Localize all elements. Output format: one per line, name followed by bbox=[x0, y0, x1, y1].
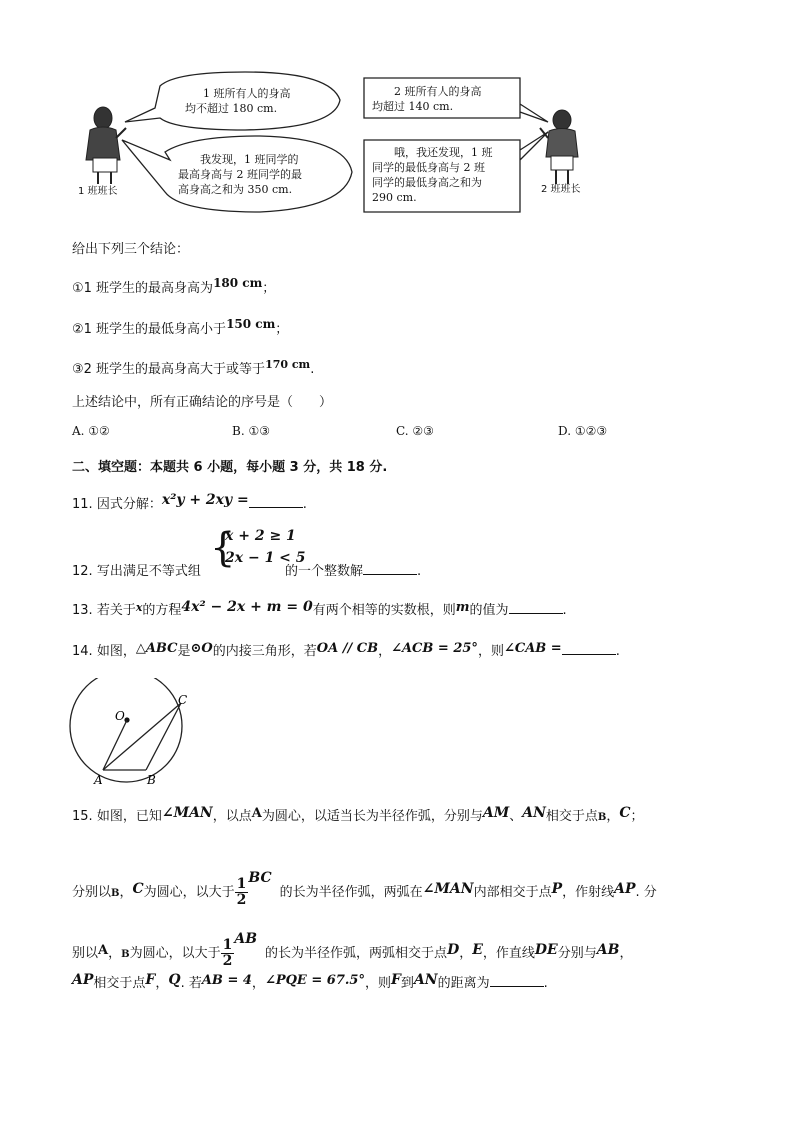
math-point: A bbox=[251, 806, 262, 821]
question-end: . bbox=[543, 976, 548, 991]
math-triangle: △ABC bbox=[135, 641, 178, 656]
segment-bc bbox=[146, 703, 181, 770]
conclusion-text: ②1 班学生的最低身高小于 bbox=[72, 322, 227, 337]
question-text: ， bbox=[108, 946, 122, 961]
segment-oa bbox=[103, 720, 127, 770]
question-text: ，作射线 bbox=[562, 885, 615, 900]
math-point: A bbox=[98, 943, 109, 958]
math-point: C bbox=[132, 881, 144, 897]
conclusion-value: 150 cm bbox=[226, 317, 276, 331]
option-b[interactable]: B. ①③ bbox=[232, 424, 270, 438]
math-point: B bbox=[111, 888, 120, 899]
math-angle: ∠MAN bbox=[422, 881, 474, 897]
question-text: 如图，已知 bbox=[96, 809, 162, 824]
bubble-2-line: 最高身高与 2 班同学的最 bbox=[178, 168, 302, 181]
question-text: 到 bbox=[400, 976, 414, 991]
question-text: 如图， bbox=[96, 644, 136, 659]
question-text: 分别与 bbox=[557, 946, 597, 961]
math-equation: 4x² − 2x + m = 0 bbox=[181, 599, 313, 615]
math-segment: AB bbox=[234, 931, 258, 947]
option-d[interactable]: D. ①②③ bbox=[558, 424, 608, 438]
math-point: F bbox=[145, 972, 156, 988]
question-text: ， bbox=[155, 976, 169, 991]
q10-conclusion-2 bbox=[72, 317, 288, 337]
bubble-4-text bbox=[372, 145, 493, 205]
math-angle: ∠ACB = 25° bbox=[391, 641, 478, 656]
question-text: ， bbox=[378, 644, 392, 659]
question-15-line-4 bbox=[72, 972, 548, 991]
q10-conclusion-1 bbox=[72, 276, 275, 296]
question-11 bbox=[72, 492, 307, 512]
fraction-half bbox=[235, 877, 249, 907]
question-end: . bbox=[615, 644, 620, 659]
math-ray: AM bbox=[482, 805, 510, 821]
conclusion-value: 170 cm bbox=[265, 358, 311, 371]
question-text: ，则 bbox=[364, 976, 391, 991]
question-text: ， bbox=[119, 885, 133, 900]
math-var: m bbox=[455, 600, 470, 615]
math-angle: ∠PQE = 67.5° bbox=[264, 973, 365, 988]
question-text: 别以 bbox=[72, 946, 99, 961]
girl-figure bbox=[86, 107, 126, 184]
math-ray: AN bbox=[413, 972, 438, 988]
question-end: . bbox=[417, 564, 422, 579]
label-o: O bbox=[115, 709, 125, 723]
math-point: F bbox=[390, 972, 401, 988]
question-text: ， bbox=[619, 946, 633, 961]
question-text: 的方程 bbox=[142, 603, 182, 618]
bubble-4-line: 同学的最低身高之和为 bbox=[372, 176, 482, 189]
math-point: D bbox=[447, 942, 460, 958]
illustration bbox=[0, 0, 794, 230]
question-12-tail bbox=[285, 560, 421, 579]
conclusion-end: ； bbox=[275, 322, 289, 337]
q10-question: 上述结论中，所有正确结论的序号是（ ） bbox=[72, 395, 333, 410]
question-text: . 若 bbox=[180, 976, 202, 991]
label-a: A bbox=[94, 773, 103, 787]
question-text: 是 bbox=[177, 644, 191, 659]
question-text: ， bbox=[459, 946, 473, 961]
conclusion-end: ； bbox=[262, 281, 276, 296]
left-monitor-label: 1 班班长 bbox=[78, 186, 118, 197]
fraction-half bbox=[221, 938, 235, 968]
question-text: 为圆心，以适当长为半径作弧，分别与 bbox=[261, 809, 483, 824]
math-var: x bbox=[135, 601, 143, 614]
right-monitor-label: 2 班班长 bbox=[541, 184, 581, 195]
option-c[interactable]: C. ②③ bbox=[396, 424, 434, 438]
question-text: ， bbox=[606, 809, 620, 824]
system-brace: { bbox=[210, 525, 236, 571]
bubble-3-line: 2 班所有人的身高 bbox=[394, 85, 482, 98]
question-text: 相交于点 bbox=[545, 809, 598, 824]
fraction-denominator: 2 bbox=[222, 953, 233, 969]
math-angle-ask: ∠CAB = bbox=[503, 641, 562, 656]
bubble-3-text bbox=[372, 84, 482, 114]
question-text: ，以点 bbox=[212, 809, 252, 824]
bubble-3-line: 均超过 140 cm. bbox=[372, 100, 454, 113]
fraction-numerator: 1 bbox=[236, 876, 247, 893]
question-15-line-1 bbox=[72, 805, 644, 824]
section-2-heading: 二、填空题：本题共 6 小题，每小题 3 分，共 18 分. bbox=[72, 460, 388, 475]
conclusion-text: ①1 班学生的最高身高为 bbox=[72, 281, 214, 296]
question-text: 的一个整数解 bbox=[285, 564, 364, 579]
math-point: C bbox=[619, 805, 631, 821]
question-end: . bbox=[562, 603, 567, 618]
question-number: 12. bbox=[72, 564, 93, 579]
question-number: 15. bbox=[72, 809, 93, 824]
math-point: B bbox=[121, 949, 130, 960]
question-text: ， bbox=[251, 976, 265, 991]
question-13 bbox=[72, 599, 567, 618]
math-circle: ⊙O bbox=[190, 641, 213, 656]
answer-blank[interactable] bbox=[490, 974, 544, 987]
question-text: 的长为半径作弧，两弧在 bbox=[279, 885, 423, 900]
question-number: 13. bbox=[72, 603, 93, 618]
question-14 bbox=[72, 640, 620, 659]
question-text: 为圆心，以大于 bbox=[143, 885, 235, 900]
question-text: 分别以 bbox=[72, 885, 112, 900]
question-text: 的长为半径作弧，两弧相交于点 bbox=[265, 946, 448, 961]
math-line: DE bbox=[534, 942, 558, 958]
question-text: 、 bbox=[509, 809, 523, 824]
question-text: ； bbox=[630, 809, 644, 824]
bubble-1-text bbox=[185, 86, 291, 116]
math-point: P bbox=[551, 881, 563, 897]
answer-blank[interactable] bbox=[363, 562, 417, 575]
answer-blank[interactable] bbox=[562, 642, 616, 655]
q10-conclusion-3 bbox=[72, 358, 314, 377]
conclusion-end: . bbox=[310, 362, 315, 377]
bubble-2-line: 高身高之和为 350 cm. bbox=[178, 183, 293, 196]
bubble-2-text bbox=[178, 152, 302, 197]
question-12 bbox=[72, 560, 201, 579]
math-parallel: OA // CB bbox=[316, 641, 379, 656]
bubble-4-line: 290 cm. bbox=[372, 191, 417, 204]
question-text: ，作直线 bbox=[482, 946, 535, 961]
math-segment: BC bbox=[248, 870, 272, 886]
bubble-4-line: 同学的最低身高与 2 班 bbox=[372, 161, 485, 174]
math-point: B bbox=[597, 812, 607, 823]
conclusion-text: ③2 班学生的最高身高大于或等于 bbox=[72, 362, 266, 377]
option-a[interactable]: A. ①② bbox=[72, 424, 110, 438]
question-text: 内部相交于点 bbox=[473, 885, 552, 900]
math-point: E bbox=[472, 942, 483, 958]
question-number: 11. bbox=[72, 497, 93, 512]
bubble-4-line: 哦，我还发现，1 班 bbox=[394, 146, 493, 159]
bubble-1-line: 均不超过 180 cm. bbox=[185, 102, 278, 115]
conclusion-value: 180 cm bbox=[213, 276, 263, 290]
math-ray: AN bbox=[522, 805, 546, 821]
math-angle: ∠MAN bbox=[161, 805, 213, 821]
label-c: C bbox=[178, 693, 188, 707]
question-text: 有两个相等的实数根，则 bbox=[312, 603, 456, 618]
label-b: B bbox=[147, 773, 156, 787]
question-text: 因式分解： bbox=[96, 497, 162, 512]
inequality-1: x + 2 ≥ 1 bbox=[225, 528, 296, 544]
question-text: 的距离为 bbox=[437, 976, 490, 991]
fraction-numerator: 1 bbox=[222, 937, 233, 954]
bubble-1-line: 1 班所有人的身高 bbox=[203, 87, 291, 100]
question-text: 写出满足不等式组 bbox=[96, 564, 201, 579]
math-equation: AB = 4 bbox=[201, 973, 252, 988]
circle-figure bbox=[66, 678, 206, 788]
question-text: 相交于点 bbox=[93, 976, 146, 991]
q10-intro: 给出下列三个结论： bbox=[72, 242, 190, 257]
math-ray: AP bbox=[72, 972, 94, 988]
fraction-denominator: 2 bbox=[236, 892, 247, 908]
question-text: 为圆心，以大于 bbox=[129, 946, 221, 961]
bubble-2-line: 我发现，1 班同学的 bbox=[200, 153, 299, 166]
question-text: 的内接三角形，若 bbox=[212, 644, 317, 659]
math-ray: AP bbox=[614, 881, 636, 897]
question-text: ，则 bbox=[477, 644, 504, 659]
question-number: 14. bbox=[72, 644, 93, 659]
answer-blank[interactable] bbox=[509, 601, 563, 614]
circle-o bbox=[70, 678, 182, 782]
answer-blank[interactable] bbox=[249, 495, 303, 508]
question-text: . 分 bbox=[635, 885, 657, 900]
math-expression: x²y + 2xy = bbox=[161, 492, 249, 508]
question-text: 的值为 bbox=[469, 603, 509, 618]
math-point: Q bbox=[168, 972, 181, 988]
question-end: . bbox=[302, 497, 307, 512]
inequality-2: 2x − 1 < 5 bbox=[225, 550, 306, 566]
math-segment: AB bbox=[596, 942, 620, 958]
question-text: 若关于 bbox=[96, 603, 136, 618]
